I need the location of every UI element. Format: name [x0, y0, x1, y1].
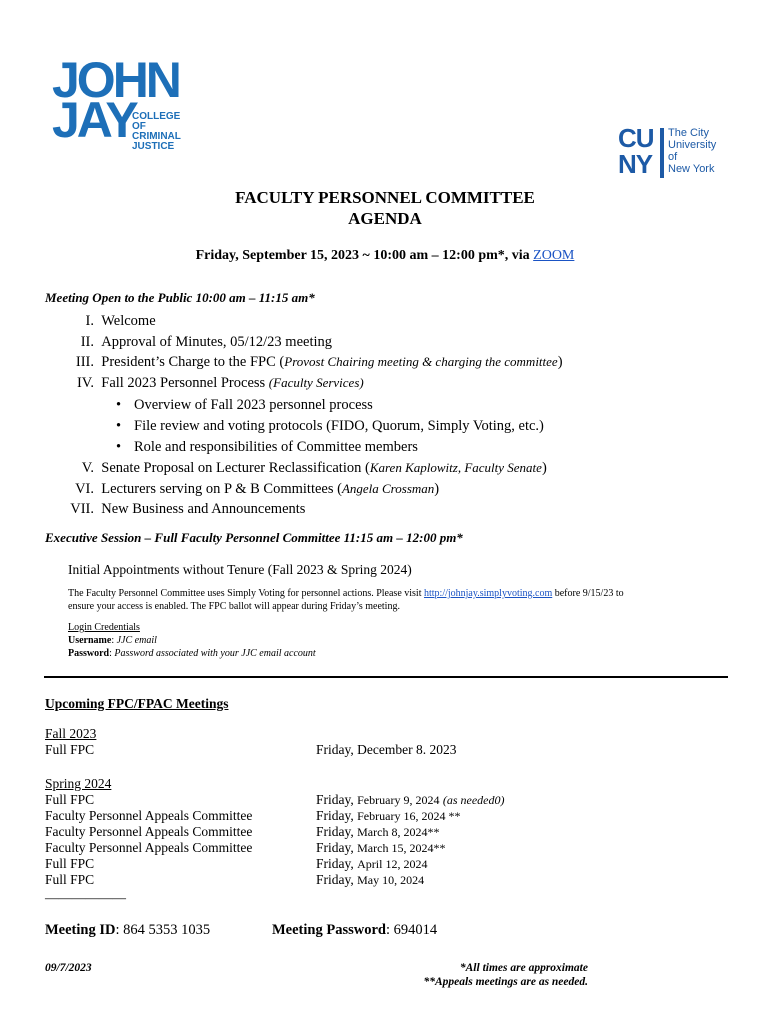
fall-row-date: Friday, December 8. 2023	[316, 742, 457, 757]
username-line: Username: JJC email	[68, 635, 157, 646]
agenda-item-4	[52, 375, 364, 392]
login-credentials-heading: Login Credentials	[68, 622, 140, 633]
spring-day: Friday,	[316, 808, 354, 823]
logo-text-justice: JUSTICE	[132, 141, 175, 152]
spring-day: Friday,	[316, 792, 354, 807]
meeting-date-line	[0, 248, 770, 264]
cuny-line-1: The City	[668, 127, 709, 139]
agenda-number: V.	[81, 460, 94, 476]
simply-voting-note	[68, 587, 718, 600]
spring-row-name: Full FPC	[45, 856, 95, 871]
cuny-logo	[618, 123, 728, 182]
spring-day: Friday,	[316, 872, 354, 887]
password-value: Password associated with your JJC email account	[114, 648, 316, 659]
sub-item-2	[116, 418, 544, 435]
agenda-number: IV.	[76, 375, 94, 391]
spring-date: May 10, 2024	[357, 873, 425, 887]
agenda-close: )	[541, 460, 547, 476]
agenda-item-7	[52, 501, 305, 518]
agenda-note: Angela Crossman	[341, 481, 435, 496]
sub-item-text: Role and responsibilities of Committee members	[134, 439, 418, 455]
spring-row-date	[316, 824, 439, 840]
logo-text-jay: JAY	[52, 92, 136, 148]
cuny-line-2: University	[668, 139, 717, 151]
agenda-item-6	[52, 481, 439, 498]
document-subtitle: AGENDA	[348, 209, 422, 228]
spring-row-date	[316, 808, 460, 824]
spring-day: Friday,	[316, 856, 354, 871]
username-label: Username	[68, 635, 112, 646]
password-label: Password	[68, 648, 110, 659]
bullet-icon: •	[116, 397, 122, 413]
agenda-note: (Faculty Services)	[268, 375, 364, 390]
agenda-text: President’s Charge to the FPC (	[101, 354, 285, 370]
spring-date: February 9, 2024	[357, 793, 440, 807]
cuny-mark-ny: NY	[618, 149, 653, 179]
spring-day: Friday,	[316, 840, 354, 855]
sub-item-3	[116, 439, 418, 456]
spring-row-date	[316, 856, 427, 872]
agenda-number: VI.	[75, 481, 94, 497]
agenda-item-2	[52, 334, 332, 351]
spring-note: (as needed0)	[442, 793, 505, 807]
agenda-note: Karen Kaplowitz, Faculty Senate	[369, 460, 542, 475]
password-line: Password: Password associated with your JJC email account	[68, 648, 316, 659]
note-text: The Faculty Personnel Committee uses Simply Voting for personnel actions. Please visit	[68, 588, 422, 599]
meeting-date-text: Friday, September 15, 2023 ~ 10:00 am – 12:00 pm*, via	[195, 248, 530, 263]
meeting-password-label: Meeting Password	[272, 922, 386, 938]
spring-date: April 12, 2024	[357, 857, 428, 871]
upcoming-heading: Upcoming FPC/FPAC Meetings	[45, 696, 229, 711]
meeting-password-value: : 694014	[385, 922, 438, 938]
note-text-after: before 9/15/23 to	[554, 588, 624, 599]
spring-row-date	[316, 792, 504, 808]
spring-row-name: Full FPC	[45, 872, 95, 887]
spring-date: February 16, 2024 **	[357, 809, 461, 823]
meeting-id-label: Meeting ID	[45, 922, 116, 938]
bullet-icon: •	[116, 439, 122, 455]
executive-session-heading: Executive Session – Full Faculty Personnel Committee 11:15 am – 12:00 pm*	[45, 530, 463, 545]
executive-item: Initial Appointments without Tenure (Fall 2023 & Spring 2024)	[68, 562, 412, 577]
open-session-heading: Meeting Open to the Public 10:00 am – 11:15 am*	[45, 290, 315, 305]
spring-date: March 15, 2024**	[357, 841, 446, 855]
separator-line: ——————	[45, 890, 126, 905]
cuny-line-3: of	[668, 151, 678, 163]
spring-row-name: Faculty Personnel Appeals Committee	[45, 808, 253, 823]
meeting-password	[272, 922, 437, 939]
spring-row-name: Faculty Personnel Appeals Committee	[45, 840, 253, 855]
agenda-item-3	[52, 354, 563, 371]
spring-day: Friday,	[316, 824, 354, 839]
agenda-note: Provost Chairing meeting & charging the committee	[284, 354, 558, 369]
john-jay-logo	[52, 52, 182, 160]
note-line-2: ensure your access is enabled. The FPC ballot will appear during Friday’s meeting.	[68, 601, 400, 612]
bullet-icon: •	[116, 418, 122, 434]
agenda-item-5	[52, 460, 547, 477]
spring-row-name: Faculty Personnel Appeals Committee	[45, 824, 253, 839]
footer-note-1: *All times are approximate	[459, 962, 588, 974]
fall-heading: Fall 2023	[45, 726, 97, 741]
agenda-text: New Business and Announcements	[101, 501, 306, 517]
footer-note-2: **Appeals meetings are as needed.	[423, 976, 588, 988]
meeting-id	[45, 922, 210, 939]
section-divider	[44, 676, 728, 678]
agenda-text: Senate Proposal on Lecturer Reclassification (	[101, 460, 370, 476]
logo-text-of: OF	[132, 121, 146, 132]
agenda-text: Lecturers serving on P & B Committees (	[101, 481, 342, 497]
fall-row-name: Full FPC	[45, 742, 95, 757]
agenda-close: )	[557, 354, 563, 370]
sub-item-text: File review and voting protocols (FIDO, Quorum, Simply Voting, etc.)	[134, 418, 544, 434]
simply-voting-link[interactable]: http://johnjay.simplyvoting.com	[423, 588, 553, 599]
spring-date: March 8, 2024**	[357, 825, 440, 839]
spring-row-name: Full FPC	[45, 792, 95, 807]
footer-date: 09/7/2023	[45, 962, 92, 974]
logo-text-college: COLLEGE	[132, 111, 181, 122]
agenda-close: )	[434, 481, 440, 497]
agenda-number: III.	[75, 354, 94, 370]
agenda-text: Fall 2023 Personnel Process	[101, 375, 269, 391]
cuny-mark-cu: CU	[618, 123, 654, 153]
sub-item-text: Overview of Fall 2023 personnel process	[134, 397, 373, 413]
agenda-number: VII.	[70, 501, 94, 517]
sub-item-1	[116, 397, 373, 414]
meeting-id-value: : 864 5353 1035	[115, 922, 211, 938]
logo-text-john: JOHN	[52, 52, 179, 108]
agenda-text: Welcome	[101, 313, 156, 329]
spring-row-date	[316, 872, 424, 888]
agenda-item-1	[52, 313, 156, 330]
document-title: FACULTY PERSONNEL COMMITTEE	[235, 188, 535, 207]
username-value: JJC email	[116, 635, 157, 646]
agenda-text: Approval of Minutes, 05/12/23 meeting	[101, 334, 333, 350]
spring-row-date	[316, 840, 445, 856]
agenda-number: I.	[85, 313, 94, 329]
cuny-line-4: New York	[668, 163, 715, 175]
agenda-number: II.	[80, 334, 94, 350]
logo-text-criminal: CRIMINAL	[132, 131, 181, 142]
spring-heading: Spring 2024	[45, 776, 112, 791]
cuny-divider	[660, 128, 664, 178]
zoom-link[interactable]: ZOOM	[533, 248, 575, 263]
